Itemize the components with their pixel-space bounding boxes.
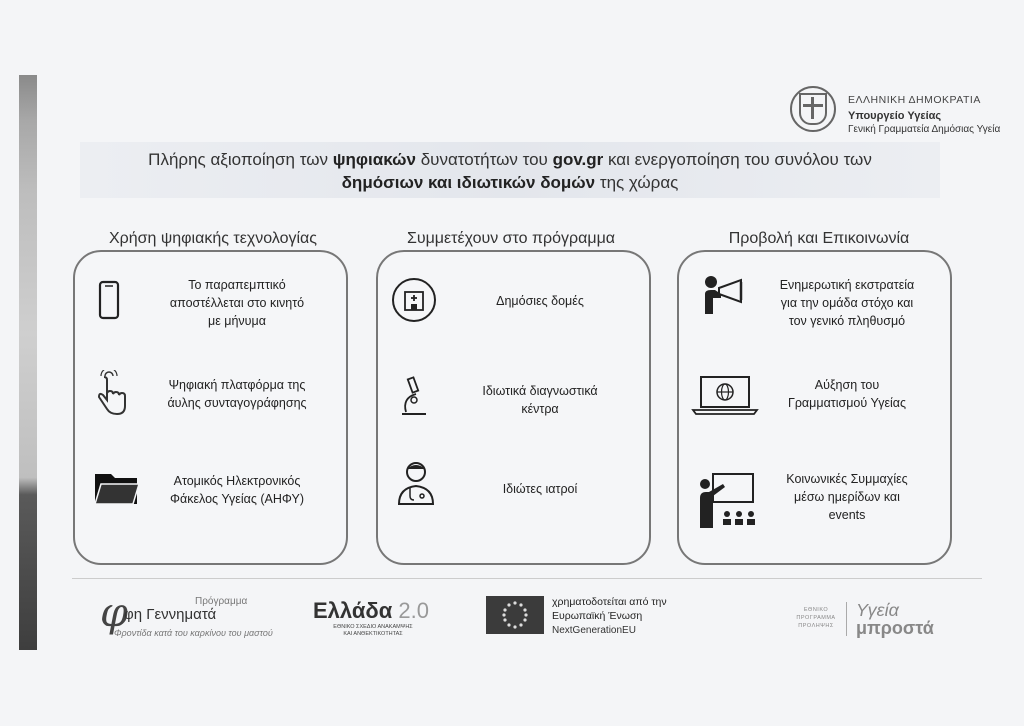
hospital-icon (390, 276, 438, 324)
ygeia-mprosta-logo: ΕΘΝΙΚΟ ΠΡΟΓΡΑΜΜΑ ΠΡΟΛΗΨΗΣ Υγεία μπροστά (796, 600, 934, 638)
ellada-2-logo: Ελλάδα 2.0 ΕΘΝΙΚΟ ΣΧΕΔΙΟ ΑΝΑΚΑΜΨΗΣ ΚΑΙ ΑΝΘΕΚΤΙΚΟΤΗΤΑΣ (313, 598, 429, 637)
item-diagnostic-centers-text: Ιδιωτικά διαγνωστικά κέντρα (482, 384, 598, 416)
header-secretariat: Γενική Γραμματεία Δημόσιας Υγεία (848, 124, 1001, 135)
eu-flag-icon (486, 596, 544, 634)
touch-finger-icon (93, 370, 129, 418)
footer-divider (72, 578, 982, 579)
panel-participants (376, 250, 651, 565)
item-health-record-text: Ατομικός Ηλεκτρονικός Φάκελος Υγείας (ΑΗΦΥ) (170, 474, 304, 506)
page-headline: Πλήρης αξιοποίηση των ψηφιακών δυνατοτήτων του gov.gr και ενεργοποίηση του συνόλου των δημόσιων και ιδιωτικών δομών της χώρας (148, 150, 872, 192)
header-ministry: Υπουργείο Υγείας (848, 110, 942, 122)
fofi-gennimata-logo: φ Πρόγραμμα φη Γεννηματά Φροντίδα κατά του καρκίνου του μαστού (100, 590, 273, 638)
item-public-structures-text: Δημόσιες δομές (496, 294, 584, 308)
laptop-globe-icon (691, 374, 759, 416)
presentation-icon (697, 470, 759, 528)
panel-communication (677, 250, 952, 565)
item-referral-text: Το παραπεμπτικό αποστέλλεται στο κινητό με μήνυμα (169, 278, 305, 328)
logo-separator (846, 602, 847, 636)
phi-logo-icon: φ (100, 590, 129, 636)
doctor-icon (396, 460, 436, 506)
item-platform-text: Ψηφιακή πλατφόρμα της άυλης συνταγογράφησης (167, 378, 307, 410)
column-title-communication: Προβολή και Επικοινωνία (728, 230, 910, 247)
header-republic: ΕΛΛΗΝΙΚΗ ΔΗΜΟΚΡΑΤΙΑ (848, 94, 981, 106)
column-title-digital: Χρήση ψηφιακής τεχνολογίας (108, 230, 318, 247)
item-health-literacy-text: Αύξηση του Γραμματισμού Υγείας (787, 378, 907, 410)
panel-digital (73, 250, 348, 565)
microscope-icon (398, 376, 430, 418)
item-private-doctors-text: Ιδιώτες ιατροί (502, 482, 578, 496)
document-page: ΕΛΛΗΝΙΚΗ ΔΗΜΟΚΡΑΤΙΑ Υπουργείο Υγείας Γενική Γραμματεία Δημόσιας Υγεία Πλήρης αξιοποίηση των ψηφιακών δυνατοτήτων του gov.gr και ενεργοποίηση του συνόλου των δημόσιων και ιδιωτικών δομών της χώρας Χρήση ψηφιακής τεχνολογίας Το παραπεμπτικό αποστέλλεται στο κινητό με μήνυμα Ψηφιακή πλατφόρμα της άυλης συνταγογράφησης Ατομικός Ηλεκτρονικός Φάκελος Υγείας (ΑΗΦΥ) Συμμετέχουν στο πρόγραμμα Δημόσιες δομές Ιδιωτικά διαγνωστικά κέντρα Ιδιώτες ιατροί Προβολή και Επικοινωνία Ενημερωτική εκστρατεία για την ομάδα στόχο και τον γενικό πληθυσμό Αύξηση του Γραμματισμού Υγείας Κοινωνικές Συμμαχίες μέσω ημερίδων και events φ Πρόγραμμα φη Γεννηματά Φροντίδα κατά του καρκίνου του μαστού Ελλάδα 2.0 ΕΘΝΙΚΟ ΣΧΕΔΙΟ ΑΝΑΚΑΜΨΗΣ ΚΑΙ ΑΝΘΕΚΤΙΚΟΤΗΤΑΣ χρηματοδοτείται από την Ευρωπαϊκή Ένωση NextGenerationEU ΕΘΝΙΚΟ ΠΡΟΓΡΑΜΜΑ ΠΡΟΛΗΨΗΣ Υγεία μπροστά (0, 0, 1024, 726)
item-alliances-text: Κοινωνικές Συμμαχίες μέσω ημερίδων και events (786, 472, 908, 522)
ministry-header (790, 86, 1020, 138)
column-title-participants: Συμμετέχουν στο πρόγραμμα (406, 230, 616, 247)
mobile-phone-icon (97, 280, 121, 320)
folder-icon (93, 470, 141, 506)
item-campaign-text: Ενημερωτική εκστρατεία για την ομάδα στόχο και τον γενικό πληθυσμό (779, 278, 915, 328)
megaphone-icon (703, 274, 747, 316)
greek-crest-icon (790, 86, 836, 132)
scan-edge-bar (19, 75, 37, 650)
